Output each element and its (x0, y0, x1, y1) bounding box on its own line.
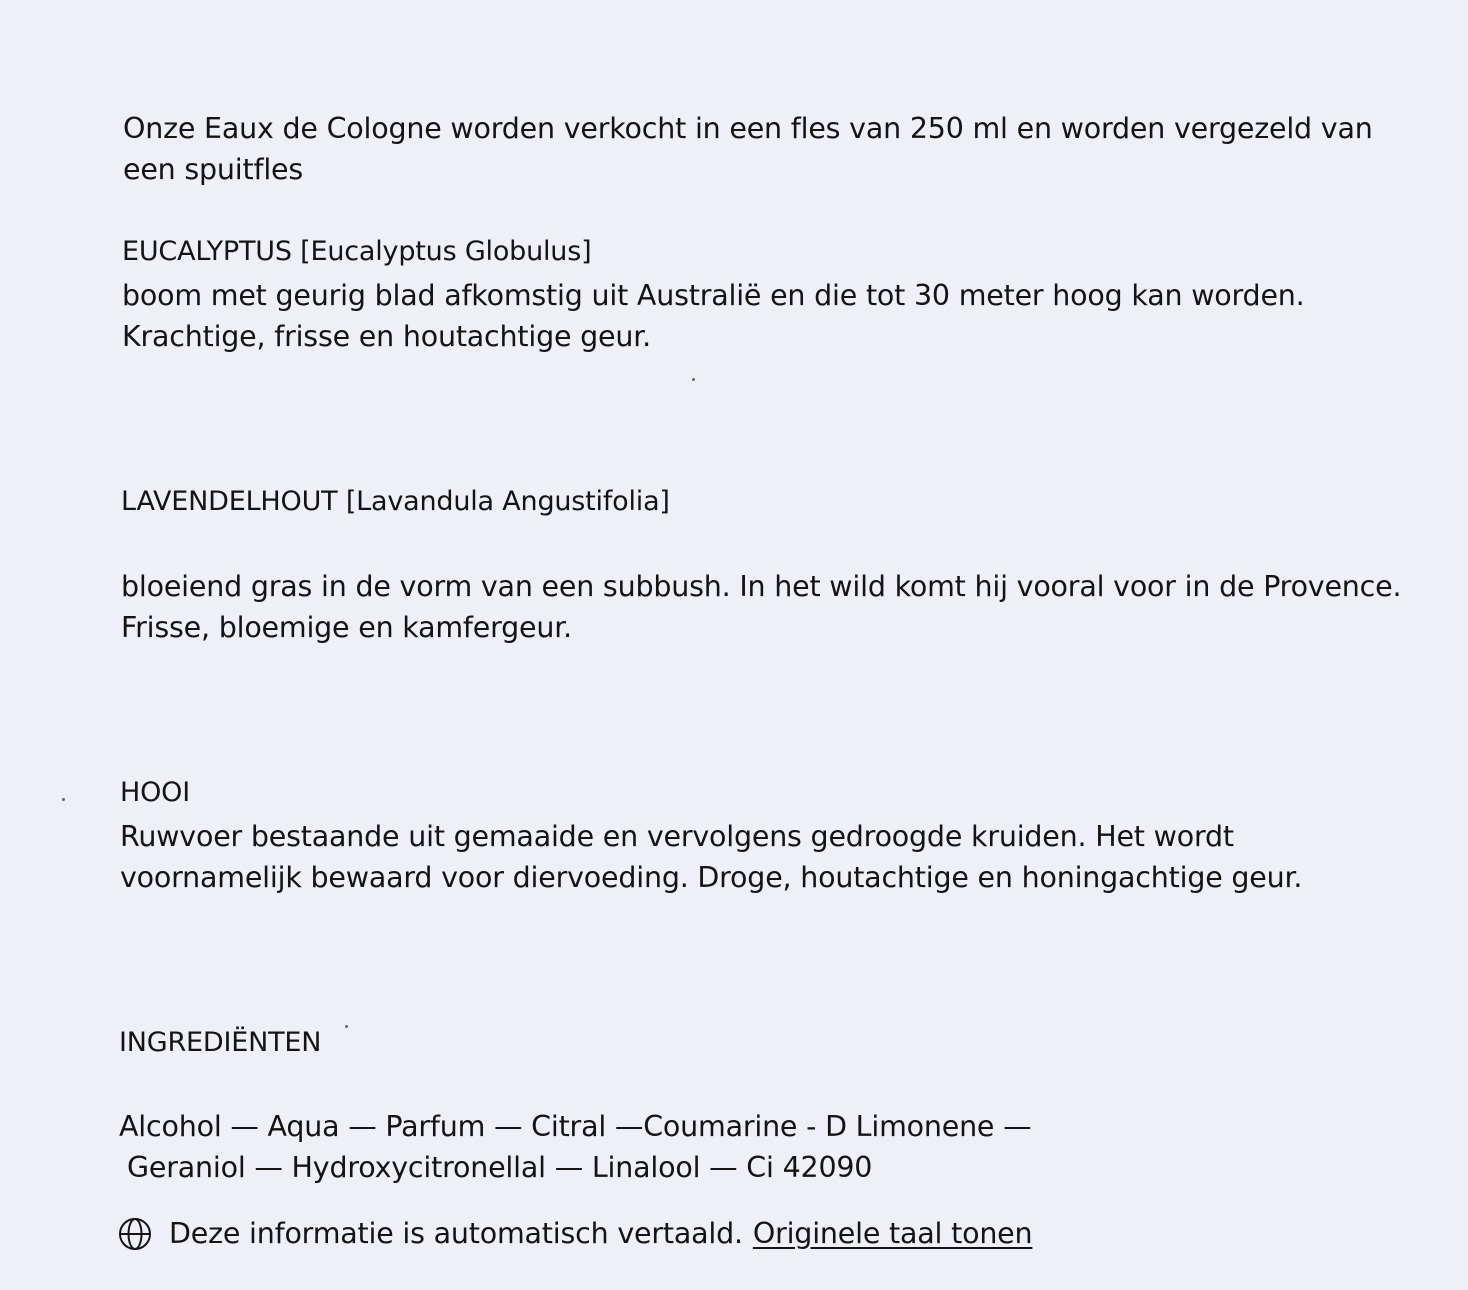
hooi-heading: HOOI (120, 777, 190, 808)
eucalyptus-line-2: Krachtige, frisse en houtachtige geur. (122, 320, 652, 353)
lavendel-line-1: bloeiend gras in de vorm van een subbush. In het wild komt hij vooral voor in de Provence. (121, 570, 1402, 603)
lavendel-description (121, 566, 1401, 648)
ingredients-line-1: Alcohol — Aqua — Parfum — Citral —Coumarine - D Limonene — (119, 1110, 1032, 1143)
lavendel-heading: LAVENDELHOUT [Lavandula Angustifolia] (121, 486, 670, 517)
ingredients-heading: INGREDIËNTEN (119, 1027, 322, 1058)
scan-speck (345, 1025, 348, 1028)
ingredients-line-2: Geraniol — Hydroxycitronellal — Linalool — Ci 42090 (127, 1151, 873, 1184)
translation-notice-text: Deze informatie is automatisch vertaald. (169, 1217, 743, 1250)
eucalyptus-line-1: boom met geurig blad afkomstig uit Australië en die tot 30 meter hoog kan worden. (122, 279, 1305, 312)
hooi-line-1: Ruwvoer bestaande uit gemaaide en vervolgens gedroogde kruiden. Het wordt (120, 820, 1234, 853)
hooi-description (120, 816, 1302, 898)
intro-line-1: Onze Eaux de Cologne worden verkocht in een fles van 250 ml en worden vergezeld van (123, 112, 1373, 145)
translation-notice (118, 1212, 1032, 1256)
intro-line-2: een spuitfles (123, 153, 304, 186)
scan-speck (692, 378, 695, 381)
globe-icon (118, 1217, 152, 1251)
intro-paragraph (123, 108, 1373, 190)
ingredients-list (119, 1106, 1031, 1188)
scan-speck (62, 798, 65, 801)
show-original-language-link[interactable]: Originele taal tonen (752, 1217, 1033, 1250)
eucalyptus-heading: EUCALYPTUS [Eucalyptus Globulus] (122, 236, 592, 267)
lavendel-line-2: Frisse, bloemige en kamfergeur. (121, 611, 572, 644)
hooi-line-2: voornamelijk bewaard voor diervoeding. Droge, houtachtige en honingachtige geur. (120, 861, 1303, 894)
eucalyptus-description (122, 275, 1305, 357)
